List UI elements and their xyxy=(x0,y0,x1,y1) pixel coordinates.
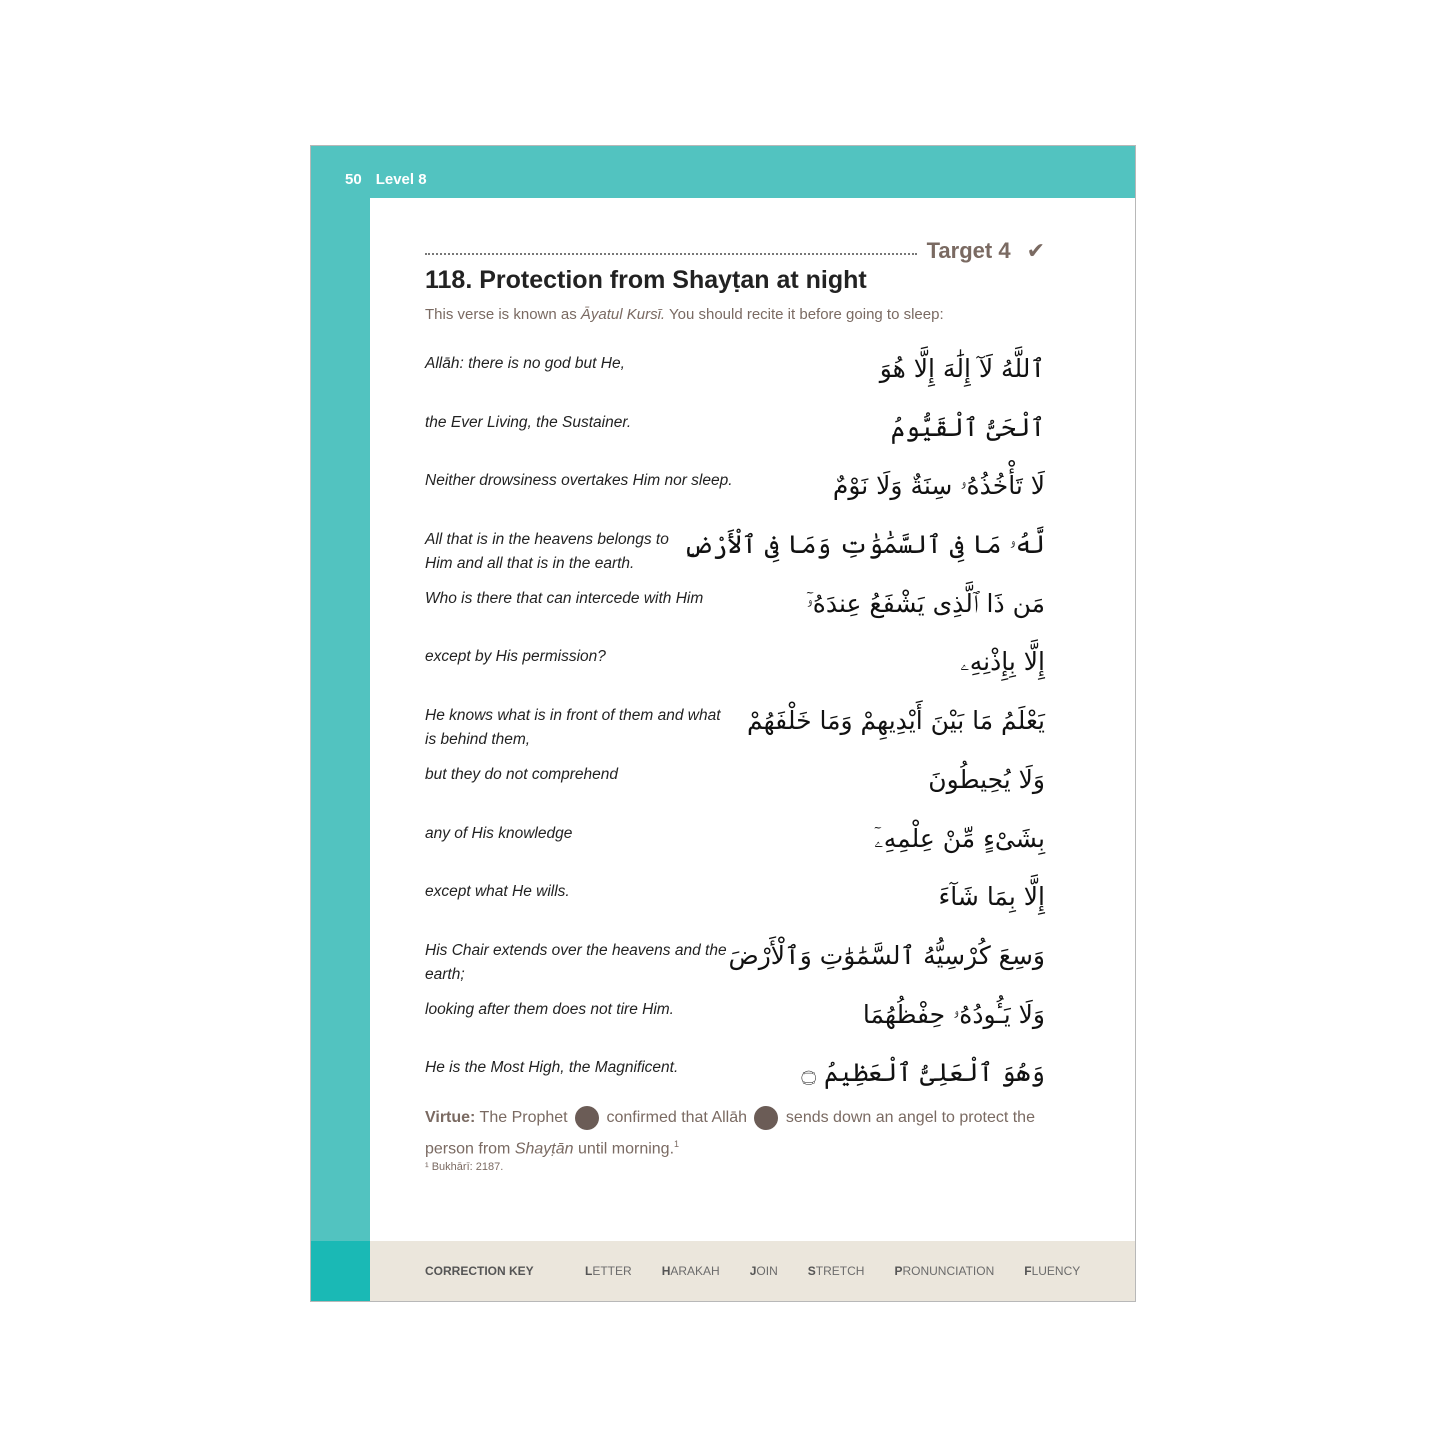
dotted-divider xyxy=(425,253,917,255)
verse-row xyxy=(425,346,1045,405)
verse-list xyxy=(425,346,1045,1109)
verse-row xyxy=(425,405,1045,464)
key-initial: P xyxy=(894,1264,903,1278)
virtue-text xyxy=(425,1104,1035,1162)
verse-arabic: وَهُوَ ٱلْعَلِىُّ ٱلْعَظِيمُ ۝ xyxy=(801,1058,1045,1088)
verse-translation: except what He wills. xyxy=(425,883,570,901)
key-initial: S xyxy=(807,1264,816,1278)
verse-arabic: ٱلْحَىُّ ٱلْقَيُّومُ xyxy=(890,412,1045,442)
verse-row xyxy=(425,1050,1045,1109)
correction-key-item xyxy=(662,1264,720,1278)
verse-row xyxy=(425,639,1045,698)
verse-translation: Allāh: there is no god but He, xyxy=(425,355,625,372)
verse-arabic: يَعْلَمُ مَا بَيْنَ أَيْدِيهِمْ وَمَا خَلْفَهُمْ xyxy=(747,706,1045,736)
level-label: Level 8 xyxy=(375,171,427,188)
correction-key-item xyxy=(808,1264,865,1278)
verse-arabic: لَا تَأْخُذُهُۥ سِنَةٌ وَلَا نَوْمٌ xyxy=(832,471,1045,501)
page-title: 118. Protection from Shayṭan at night xyxy=(425,266,867,294)
verse-translation: the Ever Living, the Sustainer. xyxy=(425,413,632,431)
verse-translation: He is the Most High, the Magnificent. xyxy=(425,1059,679,1077)
verse-row xyxy=(425,933,1045,992)
key-initial: J xyxy=(749,1264,757,1278)
verse-translation: He knows what is in front of them and what is behind them, xyxy=(425,707,721,749)
correction-key-item xyxy=(1024,1264,1080,1278)
key-rest: RONUNCIATION xyxy=(902,1264,995,1278)
book-page xyxy=(310,145,1136,1302)
side-bar-footer xyxy=(311,1241,370,1301)
verse-row xyxy=(425,816,1045,875)
correction-key-title: CORRECTION KEY xyxy=(425,1264,534,1278)
verse-translation: but they do not comprehend xyxy=(425,765,619,783)
intro-text xyxy=(425,306,944,323)
correction-key-item xyxy=(750,1264,778,1278)
verse-translation: Who is there that can intercede with Him xyxy=(425,589,704,607)
verse-arabic: وَسِعَ كُرْسِيُّهُ ٱلسَّمَٰوَٰتِ وَٱلْأَرْضَ xyxy=(728,940,1045,970)
intro-italic: Āyatul Kursī. xyxy=(580,306,666,323)
verse-arabic: إِلَّا بِمَا شَآءَ xyxy=(938,882,1045,912)
verse-row xyxy=(425,757,1045,816)
intro-after: You should recite it before going to sleep: xyxy=(665,306,944,323)
verse-arabic: ٱللَّهُ لَآ إِلَٰهَ إِلَّا هُوَ xyxy=(879,354,1045,383)
verse-arabic: بِشَىْءٍ مِّنْ عِلْمِهِۦٓ xyxy=(874,823,1045,853)
key-initial: H xyxy=(661,1264,671,1278)
key-rest: OIN xyxy=(756,1264,778,1278)
honorific-icon xyxy=(754,1106,778,1130)
key-rest: TRETCH xyxy=(815,1264,865,1278)
key-rest: ETTER xyxy=(592,1264,632,1278)
virtue-part: sends down an angel to protect the person from xyxy=(425,1109,1035,1158)
key-initial: L xyxy=(585,1264,593,1278)
verse-row xyxy=(425,463,1045,522)
verse-row xyxy=(425,698,1045,757)
verse-arabic: مَن ذَا ٱلَّذِى يَشْفَعُ عِندَهُۥٓ xyxy=(806,588,1045,618)
page-number: 50 xyxy=(345,171,362,188)
verse-translation: His Chair extends over the heavens and the earth; xyxy=(425,941,727,983)
verse-translation: All that is in the heavens belongs to Him and all that is in the earth. xyxy=(425,531,669,573)
check-icon: ✔ xyxy=(1026,238,1045,263)
verse-arabic: وَلَا يُحِيطُونَ xyxy=(928,764,1045,794)
virtue-part: until morning. xyxy=(573,1140,675,1158)
verse-arabic: لَّهُۥ مَا فِى ٱلسَّمَٰوَٰتِ وَمَا فِى ٱلْأَرْضِ xyxy=(683,530,1045,560)
side-bar xyxy=(311,146,370,1301)
key-initial: F xyxy=(1024,1264,1032,1278)
correction-key-item xyxy=(585,1264,632,1278)
footnote-ref: 1 xyxy=(674,1139,680,1149)
verse-translation: any of His knowledge xyxy=(425,824,573,842)
verse-translation: except by His permission? xyxy=(425,648,606,666)
correction-key-bar xyxy=(370,1241,1136,1301)
verse-row xyxy=(425,992,1045,1051)
virtue-part: The Prophet xyxy=(475,1109,573,1126)
verse-arabic: إِلَّا بِإِذْنِهِۦ xyxy=(960,647,1045,677)
key-rest: LUENCY xyxy=(1031,1264,1081,1278)
virtue-part: confirmed that Allāh xyxy=(602,1109,752,1126)
correction-key-item xyxy=(894,1264,994,1278)
verse-row xyxy=(425,581,1045,640)
intro-before: This verse is known as xyxy=(425,306,581,323)
virtue-italic: Shayṭān xyxy=(514,1140,574,1158)
virtue-label: Virtue: xyxy=(425,1109,476,1126)
verse-row xyxy=(425,522,1045,581)
verse-translation: Neither drowsiness overtakes Him nor sleep. xyxy=(425,472,733,490)
page-header xyxy=(345,171,441,188)
verse-arabic: وَلَا يَـُٔودُهُۥ حِفْظُهُمَا xyxy=(862,999,1045,1029)
key-rest: ARAKAH xyxy=(670,1264,720,1278)
target-row xyxy=(425,236,1045,266)
verse-translation: looking after them does not tire Him. xyxy=(425,1000,674,1018)
target-label: Target 4 xyxy=(926,238,1011,263)
verse-row xyxy=(425,874,1045,933)
footnote: ¹ Bukhārī: 2187. xyxy=(425,1161,504,1173)
honorific-icon xyxy=(575,1106,599,1130)
